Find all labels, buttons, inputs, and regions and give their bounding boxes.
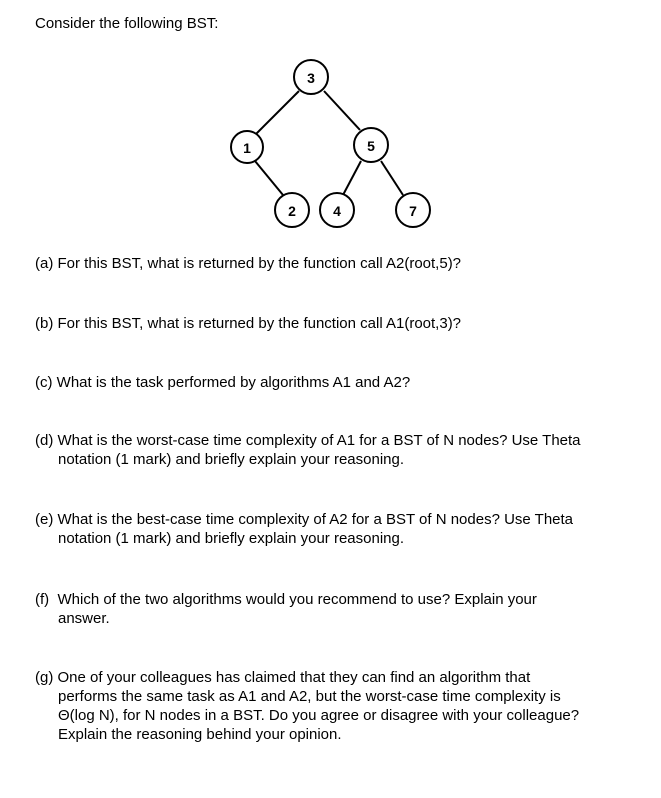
question-c (35, 373, 410, 392)
bst-diagram (0, 0, 661, 240)
question-e-line-1: (e) What is the best-case time complexity of A2 for a BST of N nodes? Use Theta (35, 511, 574, 528)
question-f-line-1: (f) Which of the two algorithms would you recommend to use? Explain your (35, 591, 537, 608)
tree-node-1-label: 1 (243, 140, 251, 156)
question-f-line-2: answer. (58, 610, 110, 627)
tree-node-4 (320, 193, 354, 227)
edge-1-2 (255, 161, 283, 195)
question-g-line-1: (g) One of your colleagues has claimed that they can find an algorithm that (35, 669, 531, 686)
tree-node-3-label: 3 (307, 70, 315, 86)
question-g-line-3: Θ(log N), for N nodes in a BST. Do you agree or disagree with your colleague? (58, 707, 580, 724)
edge-5-4 (343, 161, 361, 195)
edge-5-7 (381, 161, 403, 195)
edge-3-5 (324, 91, 360, 130)
question-g (35, 668, 579, 744)
question-d (35, 431, 581, 469)
question-e-line-2: notation (1 mark) and briefly explain your reasoning. (58, 530, 405, 547)
intro-text: Consider the following BST: (35, 15, 219, 32)
edge-3-1 (255, 91, 299, 135)
tree-node-2-label: 2 (288, 203, 296, 219)
question-g-line-4: Explain the reasoning behind your opinion. (58, 726, 342, 743)
question-b (35, 314, 461, 333)
question-f (35, 590, 537, 628)
question-c-text: (c) What is the task performed by algorithms A1 and A2? (35, 374, 411, 391)
tree-node-5 (354, 128, 388, 162)
tree-node-4-label: 4 (333, 203, 341, 219)
tree-node-7 (396, 193, 430, 227)
question-e (35, 510, 573, 548)
question-a (35, 254, 461, 273)
tree-node-1 (231, 131, 263, 163)
question-d-line-1: (d) What is the worst-case time complexity of A1 for a BST of N nodes? Use Theta (35, 432, 581, 449)
question-g-line-2: performs the same task as A1 and A2, but the worst-case time complexity is (58, 688, 561, 705)
question-a-text: (a) For this BST, what is returned by the function call A2(root,5)? (35, 255, 462, 272)
tree-node-5-label: 5 (367, 138, 375, 154)
tree-node-2 (275, 193, 309, 227)
tree-node-7-label: 7 (409, 203, 417, 219)
tree-node-3 (294, 60, 328, 94)
question-d-line-2: notation (1 mark) and briefly explain your reasoning. (58, 451, 405, 468)
question-b-text: (b) For this BST, what is returned by the function call A1(root,3)? (35, 315, 462, 332)
